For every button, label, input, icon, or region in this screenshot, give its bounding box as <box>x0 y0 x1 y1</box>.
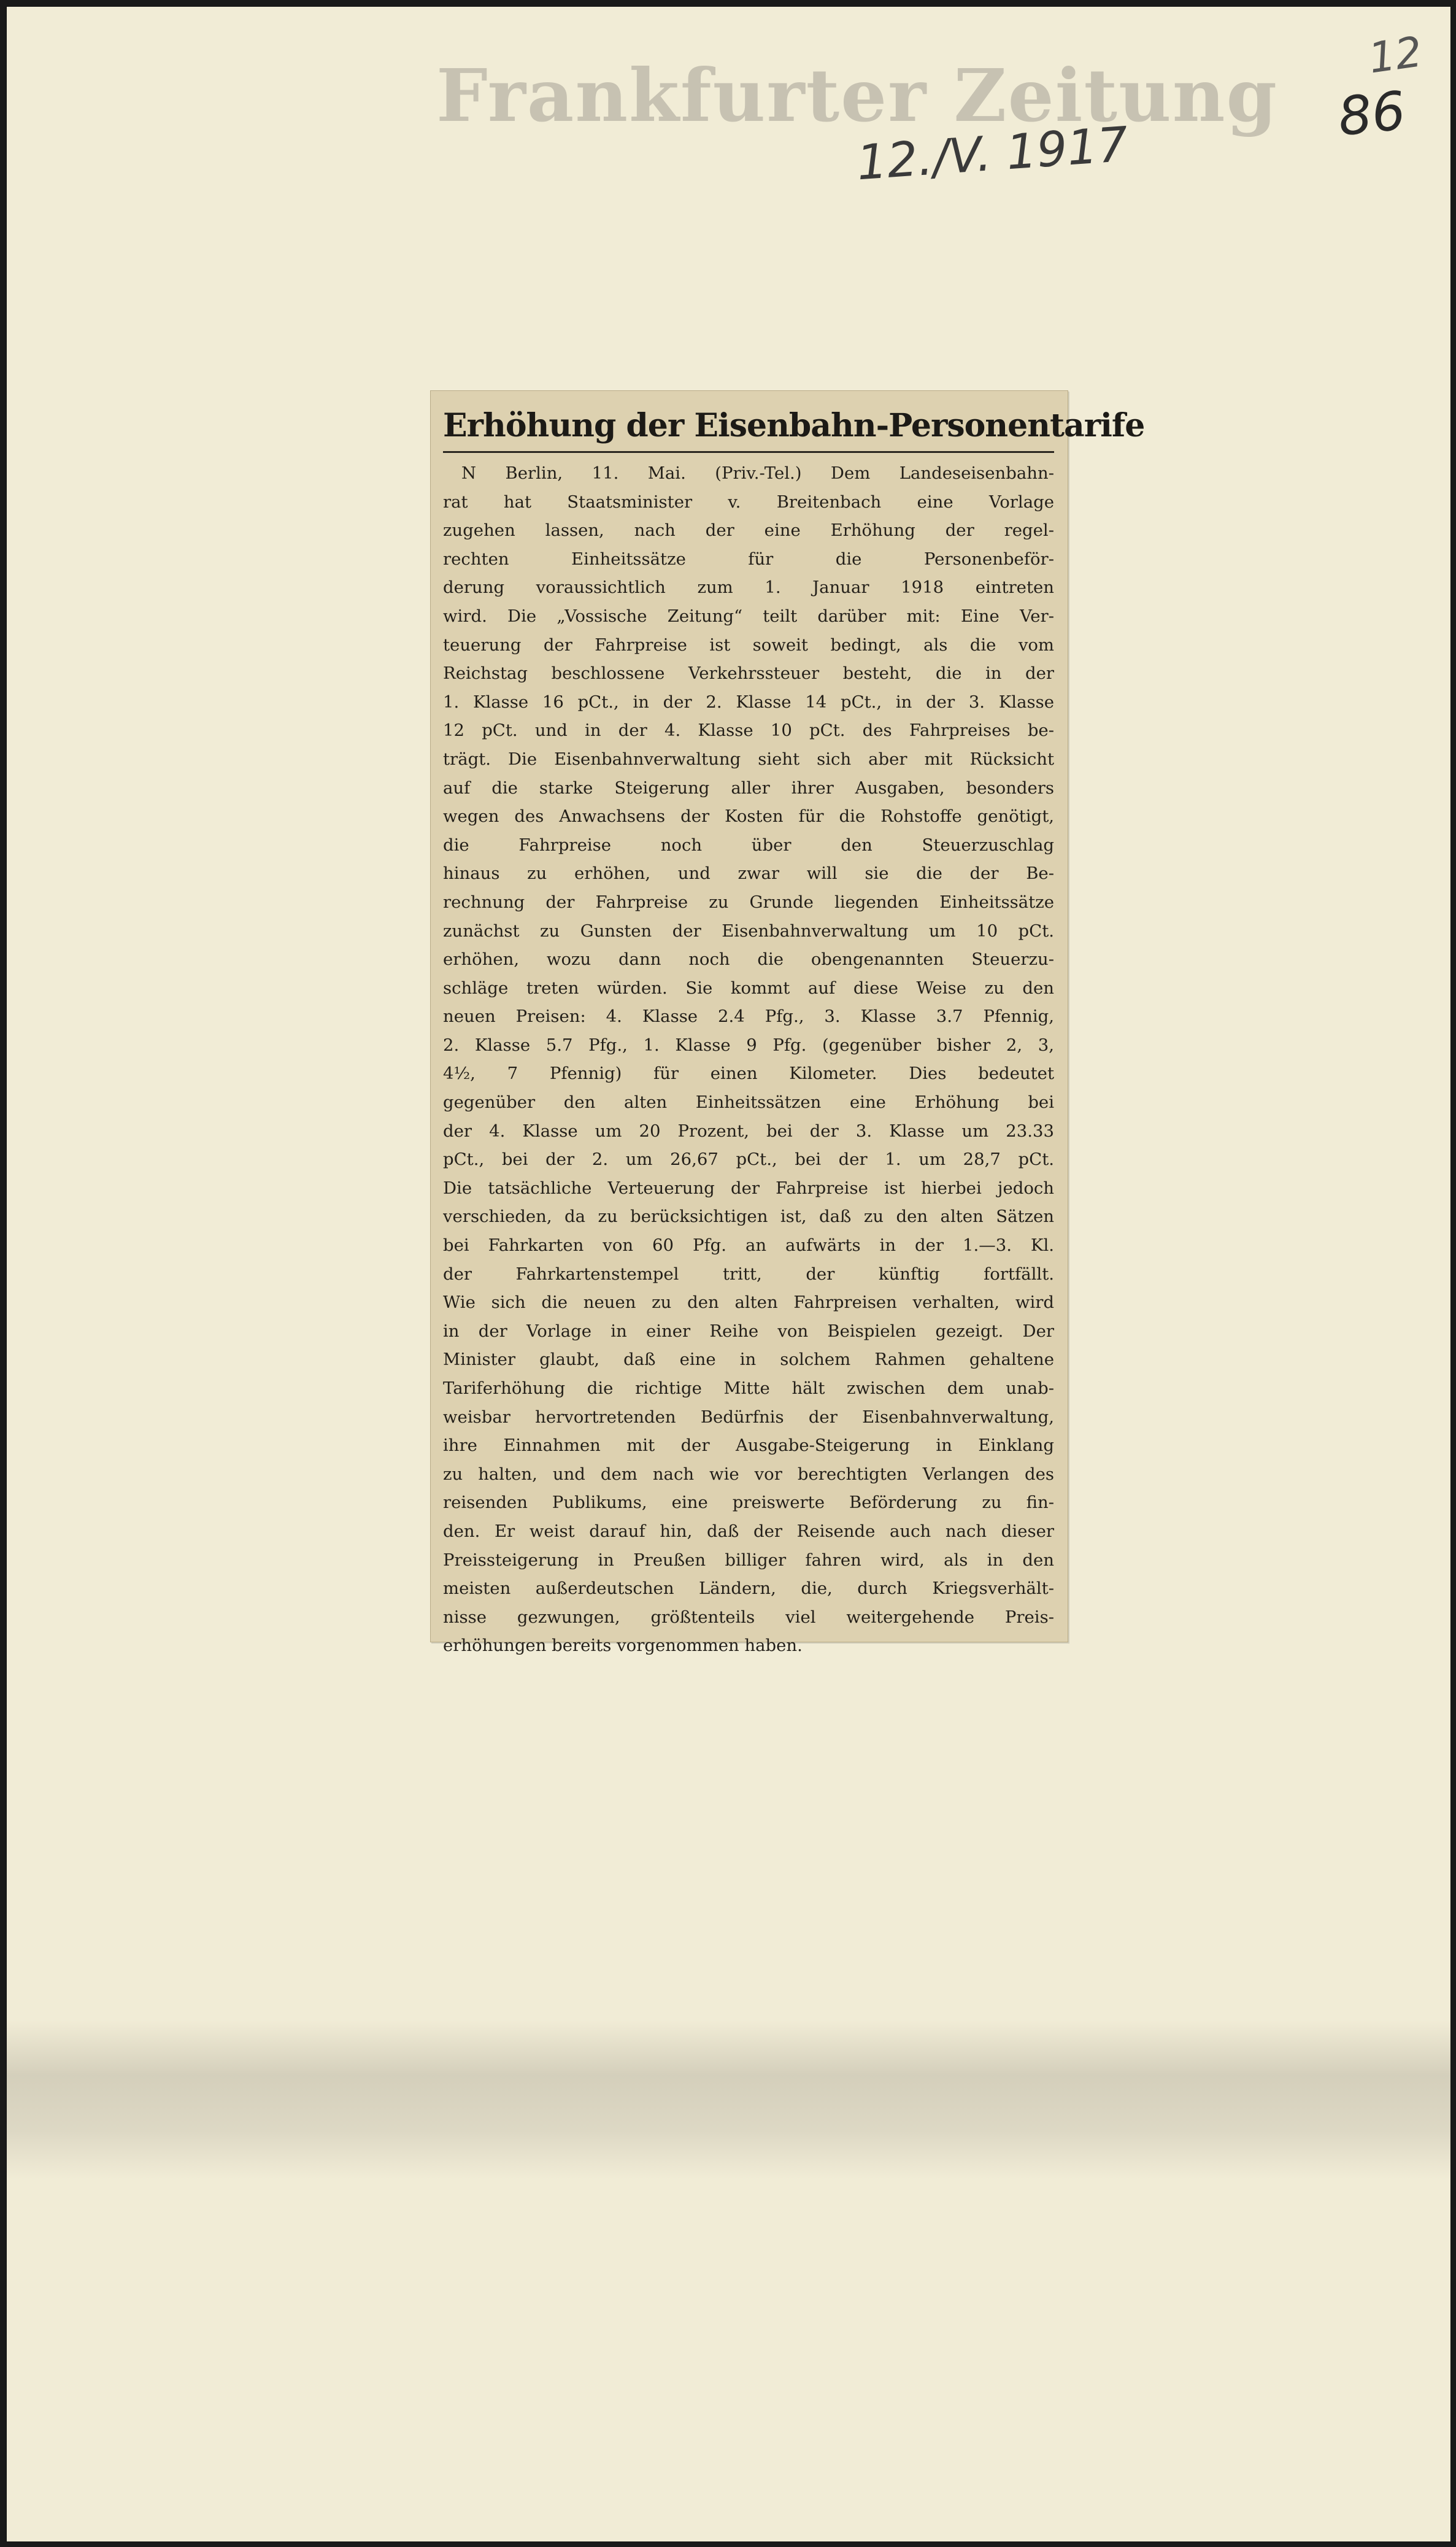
article-line: den. Er weist darauf hin, daß der Reisende auch nach dieser <box>443 1521 1054 1541</box>
article-line: teuerung der Fahrpreise ist soweit bedingt, als die vom <box>443 635 1054 655</box>
article-line: zugehen lassen, nach der eine Erhöhung der regel- <box>443 520 1054 541</box>
article-line: bei Fahrkarten von 60 Pfg. an aufwärts in der 1.—3. Kl. <box>443 1235 1054 1256</box>
article-line: 1. Klasse 16 pCt., in der 2. Klasse 14 pCt., in der 3. Klasse <box>443 692 1054 712</box>
article-line: der 4. Klasse um 20 Prozent, bei der 3. Klasse um 23.33 <box>443 1121 1054 1141</box>
article-line: Preissteigerung in Preußen billiger fahren wird, als in den <box>443 1550 1054 1570</box>
article-line: ihre Einnahmen mit der Ausgabe-Steigerung in Einklang <box>443 1436 1054 1456</box>
article-line: 12 pCt. und in der 4. Klasse 10 pCt. des Fahrpreises be- <box>443 721 1054 741</box>
article-line: erhöhen, wozu dann noch die obengenannten Steuerzu- <box>443 949 1054 970</box>
article-line: Die tatsächliche Verteuerung der Fahrpreise ist hierbei jedoch <box>443 1178 1054 1198</box>
article-line: nisse gezwungen, größtenteils viel weitergehende Preis- <box>443 1607 1054 1627</box>
article-line: pCt., bei der 2. um 26,67 pCt., bei der 1. um 28,7 pCt. <box>443 1150 1054 1170</box>
article-line: weisbar hervortretenden Bedürfnis der Eisenbahnverwaltung, <box>443 1407 1054 1427</box>
paper-fold-shadow <box>7 2020 1450 2179</box>
article-line: schläge treten würden. Sie kommt auf diese Weise zu den <box>443 978 1054 998</box>
article-line: reisenden Publikums, eine preiswerte Beförderung zu fin- <box>443 1493 1054 1513</box>
article-line: rechten Einheitssätze für die Personenbeför- <box>443 549 1054 569</box>
article-line: wegen des Anwachsens der Kosten für die Rohstoffe genötigt, <box>443 806 1054 827</box>
article-line: der Fahrkartenstempel tritt, der künftig fortfällt. <box>443 1264 1054 1284</box>
article-line: meisten außerdeutschen Ländern, die, durch Kriegsverhält- <box>443 1579 1054 1599</box>
article-line: Wie sich die neuen zu den alten Fahrpreisen verhalten, wird <box>443 1293 1054 1313</box>
article-line: auf die starke Steigerung aller ihrer Ausgaben, besonders <box>443 778 1054 798</box>
article-line: rechnung der Fahrpreise zu Grunde liegenden Einheitssätze <box>443 892 1054 912</box>
article-line: neuen Preisen: 4. Klasse 2.4 Pfg., 3. Klasse 3.7 Pfennig, <box>443 1007 1054 1027</box>
archive-sheet <box>6 6 1451 2542</box>
article-line: trägt. Die Eisenbahnverwaltung sieht sich aber mit Rücksicht <box>443 749 1054 769</box>
article-headline: Erhöhung der Eisenbahn-Personentarife <box>443 403 1054 453</box>
newspaper-stamp: Frankfurter Zeitung <box>436 53 1279 138</box>
article-line: verschieden, da zu berücksichtigen ist, daß zu den alten Sätzen <box>443 1207 1054 1227</box>
article-line: gegenüber den alten Einheitssätzen eine Erhöhung bei <box>443 1092 1054 1113</box>
article-line: Reichstag beschlossene Verkehrssteuer besteht, die in der <box>443 663 1054 684</box>
newspaper-clipping <box>430 390 1145 1656</box>
article-line: zu halten, und dem nach wie vor berechtigten Verlangen des <box>443 1464 1054 1484</box>
folio-number-small: 12 <box>1365 28 1425 83</box>
article-line: in der Vorlage in einer Reihe von Beispielen gezeigt. Der <box>443 1321 1054 1341</box>
article-line: derung voraussichtlich zum 1. Januar 1918 eintreten <box>443 578 1054 598</box>
article-line: hinaus zu erhöhen, und zwar will sie die der Be- <box>443 864 1054 884</box>
article-line: erhöhungen bereits vorgenommen haben. <box>443 1636 803 1656</box>
article-line: 2. Klasse 5.7 Pfg., 1. Klasse 9 Pfg. (gegenüber bisher 2, 3, <box>443 1035 1054 1055</box>
article-line: Minister glaubt, daß eine in solchem Rahmen gehaltene <box>443 1350 1054 1370</box>
article-line: 4½, 7 Pfennig) für einen Kilometer. Dies bedeutet <box>443 1064 1054 1084</box>
article-line: N Berlin, 11. Mai. (Priv.-Tel.) Dem Landeseisenbahn- <box>461 463 1054 483</box>
article-line: die Fahrpreise noch über den Steuerzuschlag <box>443 835 1054 855</box>
article-body <box>443 459 1054 1660</box>
article-line: rat hat Staatsminister v. Breitenbach eine Vorlage <box>443 492 1054 512</box>
folio-number: 86 <box>1335 80 1409 149</box>
article-line: zunächst zu Gunsten der Eisenbahnverwaltung um 10 pCt. <box>443 921 1054 941</box>
handwritten-date: 12./V. 1917 <box>855 117 1130 191</box>
article-line: wird. Die „Vossische Zeitung“ teilt darüber mit: Eine Ver- <box>443 606 1054 626</box>
article-line: Tariferhöhung die richtige Mitte hält zwischen dem unab- <box>443 1378 1054 1398</box>
